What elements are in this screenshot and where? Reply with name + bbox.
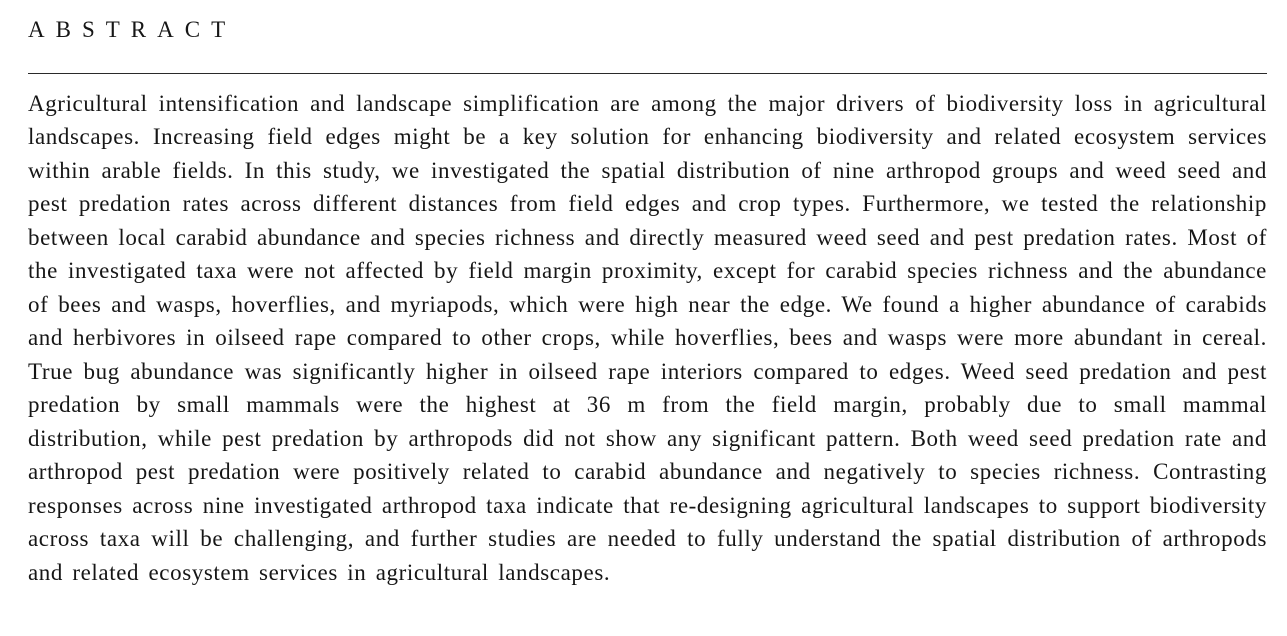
abstract-heading: ABSTRACT [28, 17, 237, 42]
abstract-divider [28, 73, 1267, 74]
abstract-text: Agricultural intensification and landscape simplification are among the major drivers of biodiversity loss in agricultural landscapes. Increasing field edges might be a key solution for enhancing biodiversity and related ecosystem services within arable fields. In this study, we investigated the spatial distribution of nine arthropod groups and weed seed and pest predation rates across different distances from field edges and crop types. Furthermore, we tested the relationship between local carabid abundance and species richness and directly measured weed seed and pest predation rates. Most of the investigated taxa were not affected by field margin proximity, except for carabid species richness and the abundance of bees and wasps, hoverflies, and myriapods, which were high near the edge. We found a higher abundance of carabids and herbivores in oilseed rape compared to other crops, while hoverflies, bees and wasps were more abundant in cereal. True bug abundance was significantly higher in oilseed rape interiors compared to edges. Weed seed predation and pest predation by small mammals were the highest at 36 m from the field margin, probably due to small mammal distribution, while pest predation by arthropods did not show any significant pattern. Both weed seed predation rate and arthropod pest predation were positively related to carabid abundance and negatively to species richness. Contrasting responses across nine investigated arthropod taxa indicate that re-designing agricultural landscapes to support biodiversity across taxa will be challenging, and further studies are needed to fully understand the spatial distribution of arthropods and related ecosystem services in agricultural landscapes. [28, 90, 1267, 585]
